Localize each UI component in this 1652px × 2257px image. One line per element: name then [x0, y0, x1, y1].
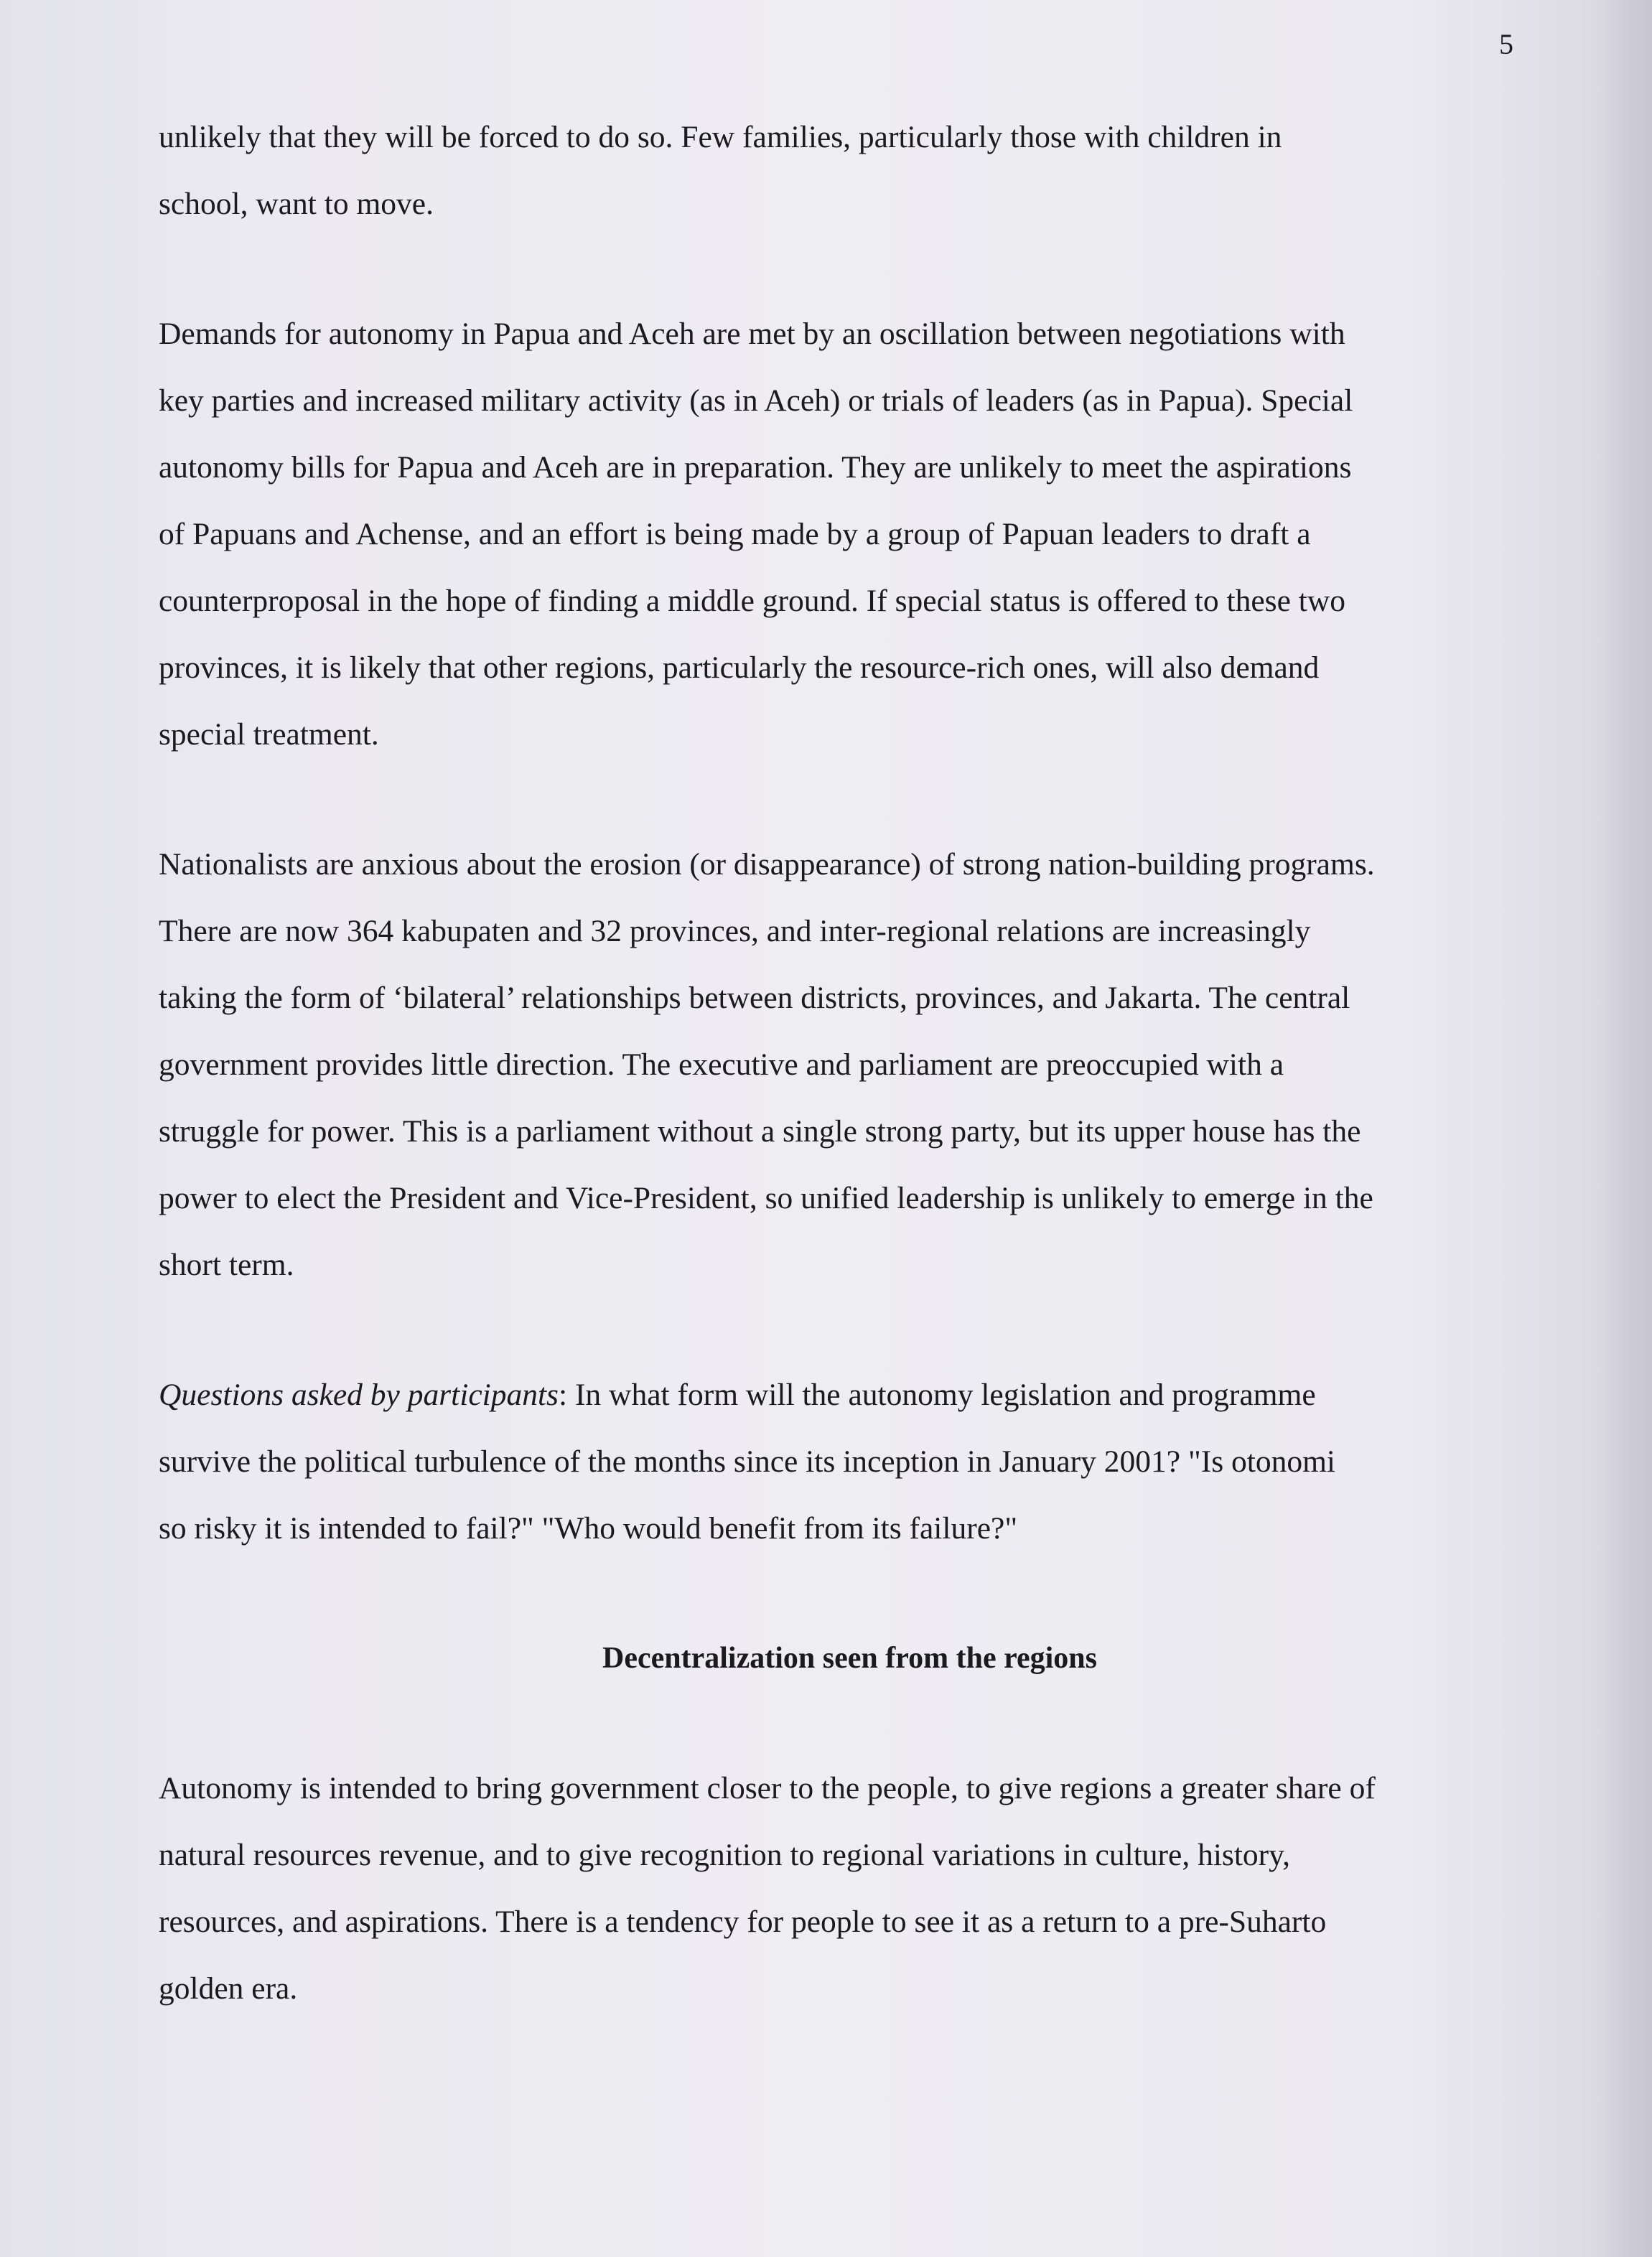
text-line: natural resources revenue, and to give recognition to regional variations in culture, history, — [159, 1838, 1290, 1872]
page-edge-shadow — [1602, 0, 1652, 2257]
text-line: short term. — [159, 1248, 294, 1282]
text-line: Demands for autonomy in Papua and Aceh are met by an oscillation between negotiations with — [159, 317, 1345, 351]
italic-lead-in: Questions asked by participants — [159, 1378, 559, 1412]
body-text — [159, 104, 1584, 2085]
text-line — [159, 1362, 1584, 1429]
text-line: There are now 364 kabupaten and 32 provinces, and inter-regional relations are increasingly — [159, 914, 1311, 948]
text-line: of Papuans and Achense, and an effort is being made by a group of Papuan leaders to draft a — [159, 517, 1311, 551]
text-line: provinces, it is likely that other regions, particularly the resource-rich ones, will also demand — [159, 650, 1320, 685]
text-line: power to elect the President and Vice-President, so unified leadership is unlikely to emerge in the — [159, 1181, 1373, 1215]
text-line: key parties and increased military activity (as in Aceh) or trials of leaders (as in Papua). Special — [159, 383, 1353, 418]
text-line: autonomy bills for Papua and Aceh are in preparation. They are unlikely to meet the aspirations — [159, 450, 1352, 485]
paragraph-3 — [159, 831, 1584, 1299]
text-line: Autonomy is intended to bring government closer to the people, to give regions a greater share of — [159, 1771, 1376, 1805]
paragraph-2 — [159, 301, 1584, 768]
text-line: struggle for power. This is a parliament without a single strong party, but its upper house has the — [159, 1114, 1361, 1149]
text-line: unlikely that they will be forced to do so. Few families, particularly those with children in — [159, 120, 1282, 154]
text-line: Nationalists are anxious about the erosion (or disappearance) of strong nation-building programs. — [159, 847, 1375, 882]
section-heading: Decentralization seen from the regions — [602, 1642, 1097, 1675]
text-line: resources, and aspirations. There is a tendency for people to see it as a return to a pre-Suharto — [159, 1905, 1327, 1939]
text-line: survive the political turbulence of the months since its inception in January 2001? "Is otonomi — [159, 1444, 1336, 1479]
text-line: so risky it is intended to fail?" "Who would benefit from its failure?" — [159, 1511, 1018, 1546]
paragraph-4 — [159, 1362, 1584, 1562]
text-line: school, want to move. — [159, 187, 434, 221]
text-line: taking the form of ‘bilateral’ relationships between districts, provinces, and Jakarta. The central — [159, 981, 1350, 1015]
text-line: special treatment. — [159, 717, 379, 752]
text-line: government provides little direction. The executive and parliament are preoccupied with a — [159, 1047, 1284, 1082]
lead-in-continuation: : In what form will the autonomy legislation and programme — [558, 1378, 1316, 1412]
paragraph-5 — [159, 1755, 1584, 2022]
page-number: 5 — [1499, 28, 1513, 60]
paragraph-1 — [159, 104, 1584, 238]
text-line: golden era. — [159, 1971, 298, 2006]
text-line: counterproposal in the hope of finding a middle ground. If special status is offered to these two — [159, 584, 1345, 618]
